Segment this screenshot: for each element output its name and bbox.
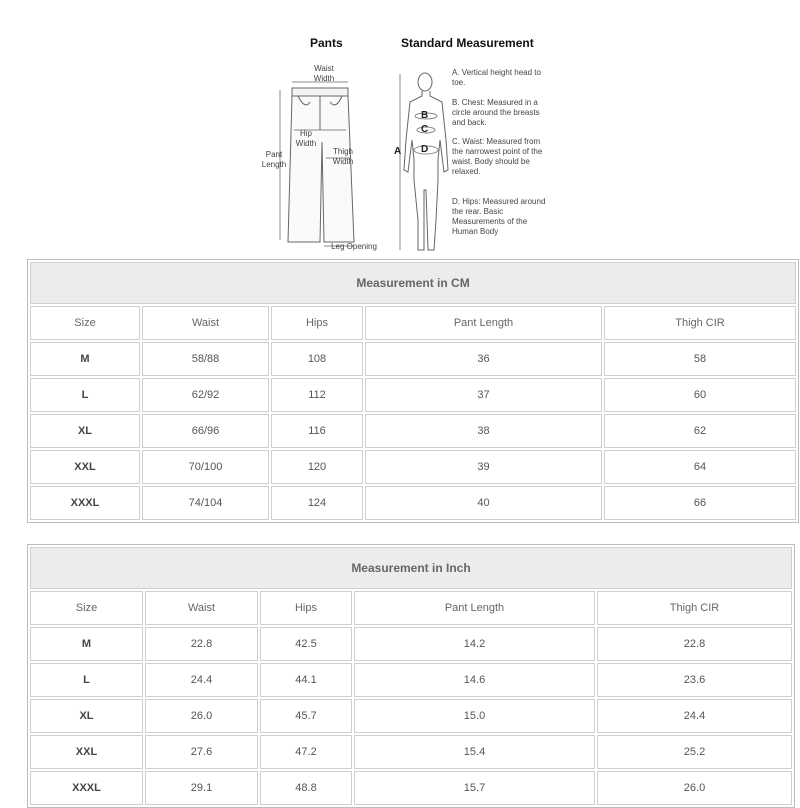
- cm-cell-waist: 62/92: [142, 378, 269, 412]
- cm-cell-pant-length: 40: [365, 486, 602, 520]
- cm-size-table: [27, 259, 799, 523]
- inch-cell-hips: 47.2: [260, 735, 352, 769]
- inch-cell-thigh-cir: 26.0: [597, 771, 792, 805]
- inch-cell-waist: 29.1: [145, 771, 258, 805]
- cm-cell-waist: 70/100: [142, 450, 269, 484]
- cm-cell-hips: 112: [271, 378, 363, 412]
- inch-cell-hips: 42.5: [260, 627, 352, 661]
- inch-cell-hips: 44.1: [260, 663, 352, 697]
- letter-c: C: [421, 124, 429, 135]
- cm-cell-thigh-cir: 64: [604, 450, 796, 484]
- inch-header-pant-length: Pant Length: [354, 591, 595, 625]
- table-row: [30, 699, 792, 733]
- pant-length-label: Pant Length: [261, 150, 287, 169]
- cm-cell-size: XL: [30, 414, 140, 448]
- letter-d: D: [421, 144, 429, 155]
- inch-header-waist: Waist: [145, 591, 258, 625]
- inch-header-size: Size: [30, 591, 143, 625]
- note-b-letter: B.: [452, 98, 460, 107]
- note-a-letter: A.: [452, 68, 460, 77]
- inch-cell-size: L: [30, 663, 143, 697]
- hip-width-label: Hip Width: [295, 129, 317, 148]
- table-row: [30, 378, 796, 412]
- inch-header-thigh-cir: Thigh CIR: [597, 591, 792, 625]
- cm-cell-thigh-cir: 58: [604, 342, 796, 376]
- inch-cell-thigh-cir: 23.6: [597, 663, 792, 697]
- inch-table-title: Measurement in Inch: [30, 547, 792, 589]
- note-d: [452, 197, 547, 237]
- cm-cell-pant-length: 37: [365, 378, 602, 412]
- pants-title: Pants: [310, 36, 343, 50]
- cm-cell-waist: 66/96: [142, 414, 269, 448]
- cm-cell-size: XXXL: [30, 486, 140, 520]
- note-a: [452, 68, 547, 88]
- cm-cell-thigh-cir: 60: [604, 378, 796, 412]
- note-d-letter: D.: [452, 197, 460, 206]
- thigh-width-label: Thigh Width: [332, 147, 354, 166]
- cm-cell-pant-length: 38: [365, 414, 602, 448]
- cm-cell-size: XXL: [30, 450, 140, 484]
- cm-cell-hips: 124: [271, 486, 363, 520]
- inch-cell-pant-length: 15.4: [354, 735, 595, 769]
- waist-width-label: Waist Width: [313, 64, 335, 83]
- cm-header-pant-length: Pant Length: [365, 306, 602, 340]
- cm-header-hips: Hips: [271, 306, 363, 340]
- cm-cell-waist: 58/88: [142, 342, 269, 376]
- note-d-text: Hips: Measured around the rear. Basic Measurements of the Human Body: [452, 197, 546, 236]
- inch-cell-pant-length: 14.2: [354, 627, 595, 661]
- inch-cell-size: M: [30, 627, 143, 661]
- inch-table-header-row: [30, 591, 792, 625]
- inch-cell-waist: 26.0: [145, 699, 258, 733]
- cm-header-thigh-cir: Thigh CIR: [604, 306, 796, 340]
- cm-cell-pant-length: 39: [365, 450, 602, 484]
- cm-cell-size: L: [30, 378, 140, 412]
- cm-cell-waist: 74/104: [142, 486, 269, 520]
- inch-cell-hips: 45.7: [260, 699, 352, 733]
- inch-header-hips: Hips: [260, 591, 352, 625]
- table-row: [30, 450, 796, 484]
- cm-cell-thigh-cir: 66: [604, 486, 796, 520]
- cm-cell-thigh-cir: 62: [604, 414, 796, 448]
- table-row: [30, 486, 796, 520]
- cm-table-title: Measurement in CM: [30, 262, 796, 304]
- cm-table-header-row: [30, 306, 796, 340]
- measurement-diagram: [250, 30, 570, 255]
- body-figure: [400, 73, 448, 250]
- inch-cell-pant-length: 15.7: [354, 771, 595, 805]
- inch-cell-waist: 22.8: [145, 627, 258, 661]
- table-row: [30, 342, 796, 376]
- note-c-text: Waist: Measured from the narrowest point of the waist. Body should be relaxed.: [452, 137, 543, 176]
- cm-cell-hips: 120: [271, 450, 363, 484]
- inch-cell-pant-length: 15.0: [354, 699, 595, 733]
- cm-cell-hips: 116: [271, 414, 363, 448]
- note-c: [452, 137, 547, 177]
- note-a-text: Vertical height head to toe.: [452, 68, 541, 87]
- inch-cell-size: XXL: [30, 735, 143, 769]
- letter-a: A: [394, 146, 402, 157]
- cm-cell-pant-length: 36: [365, 342, 602, 376]
- inch-cell-thigh-cir: 25.2: [597, 735, 792, 769]
- cm-cell-hips: 108: [271, 342, 363, 376]
- leg-opening-label: Leg Opening: [331, 242, 377, 251]
- table-row: [30, 663, 792, 697]
- inch-cell-thigh-cir: 22.8: [597, 627, 792, 661]
- note-c-letter: C.: [452, 137, 460, 146]
- cm-header-size: Size: [30, 306, 140, 340]
- letter-b: B: [421, 110, 429, 121]
- inch-cell-waist: 27.6: [145, 735, 258, 769]
- table-row: [30, 414, 796, 448]
- cm-header-waist: Waist: [142, 306, 269, 340]
- table-row: [30, 627, 792, 661]
- table-row: [30, 735, 792, 769]
- inch-cell-waist: 24.4: [145, 663, 258, 697]
- standard-measurement-title: Standard Measurement: [401, 36, 534, 50]
- inch-cell-pant-length: 14.6: [354, 663, 595, 697]
- note-b-text: Chest: Measured in a circle around the breasts and back.: [452, 98, 540, 127]
- cm-cell-size: M: [30, 342, 140, 376]
- inch-cell-thigh-cir: 24.4: [597, 699, 792, 733]
- note-b: [452, 98, 547, 128]
- inch-cell-size: XXXL: [30, 771, 143, 805]
- inch-cell-hips: 48.8: [260, 771, 352, 805]
- inch-size-table: [27, 544, 795, 808]
- inch-cell-size: XL: [30, 699, 143, 733]
